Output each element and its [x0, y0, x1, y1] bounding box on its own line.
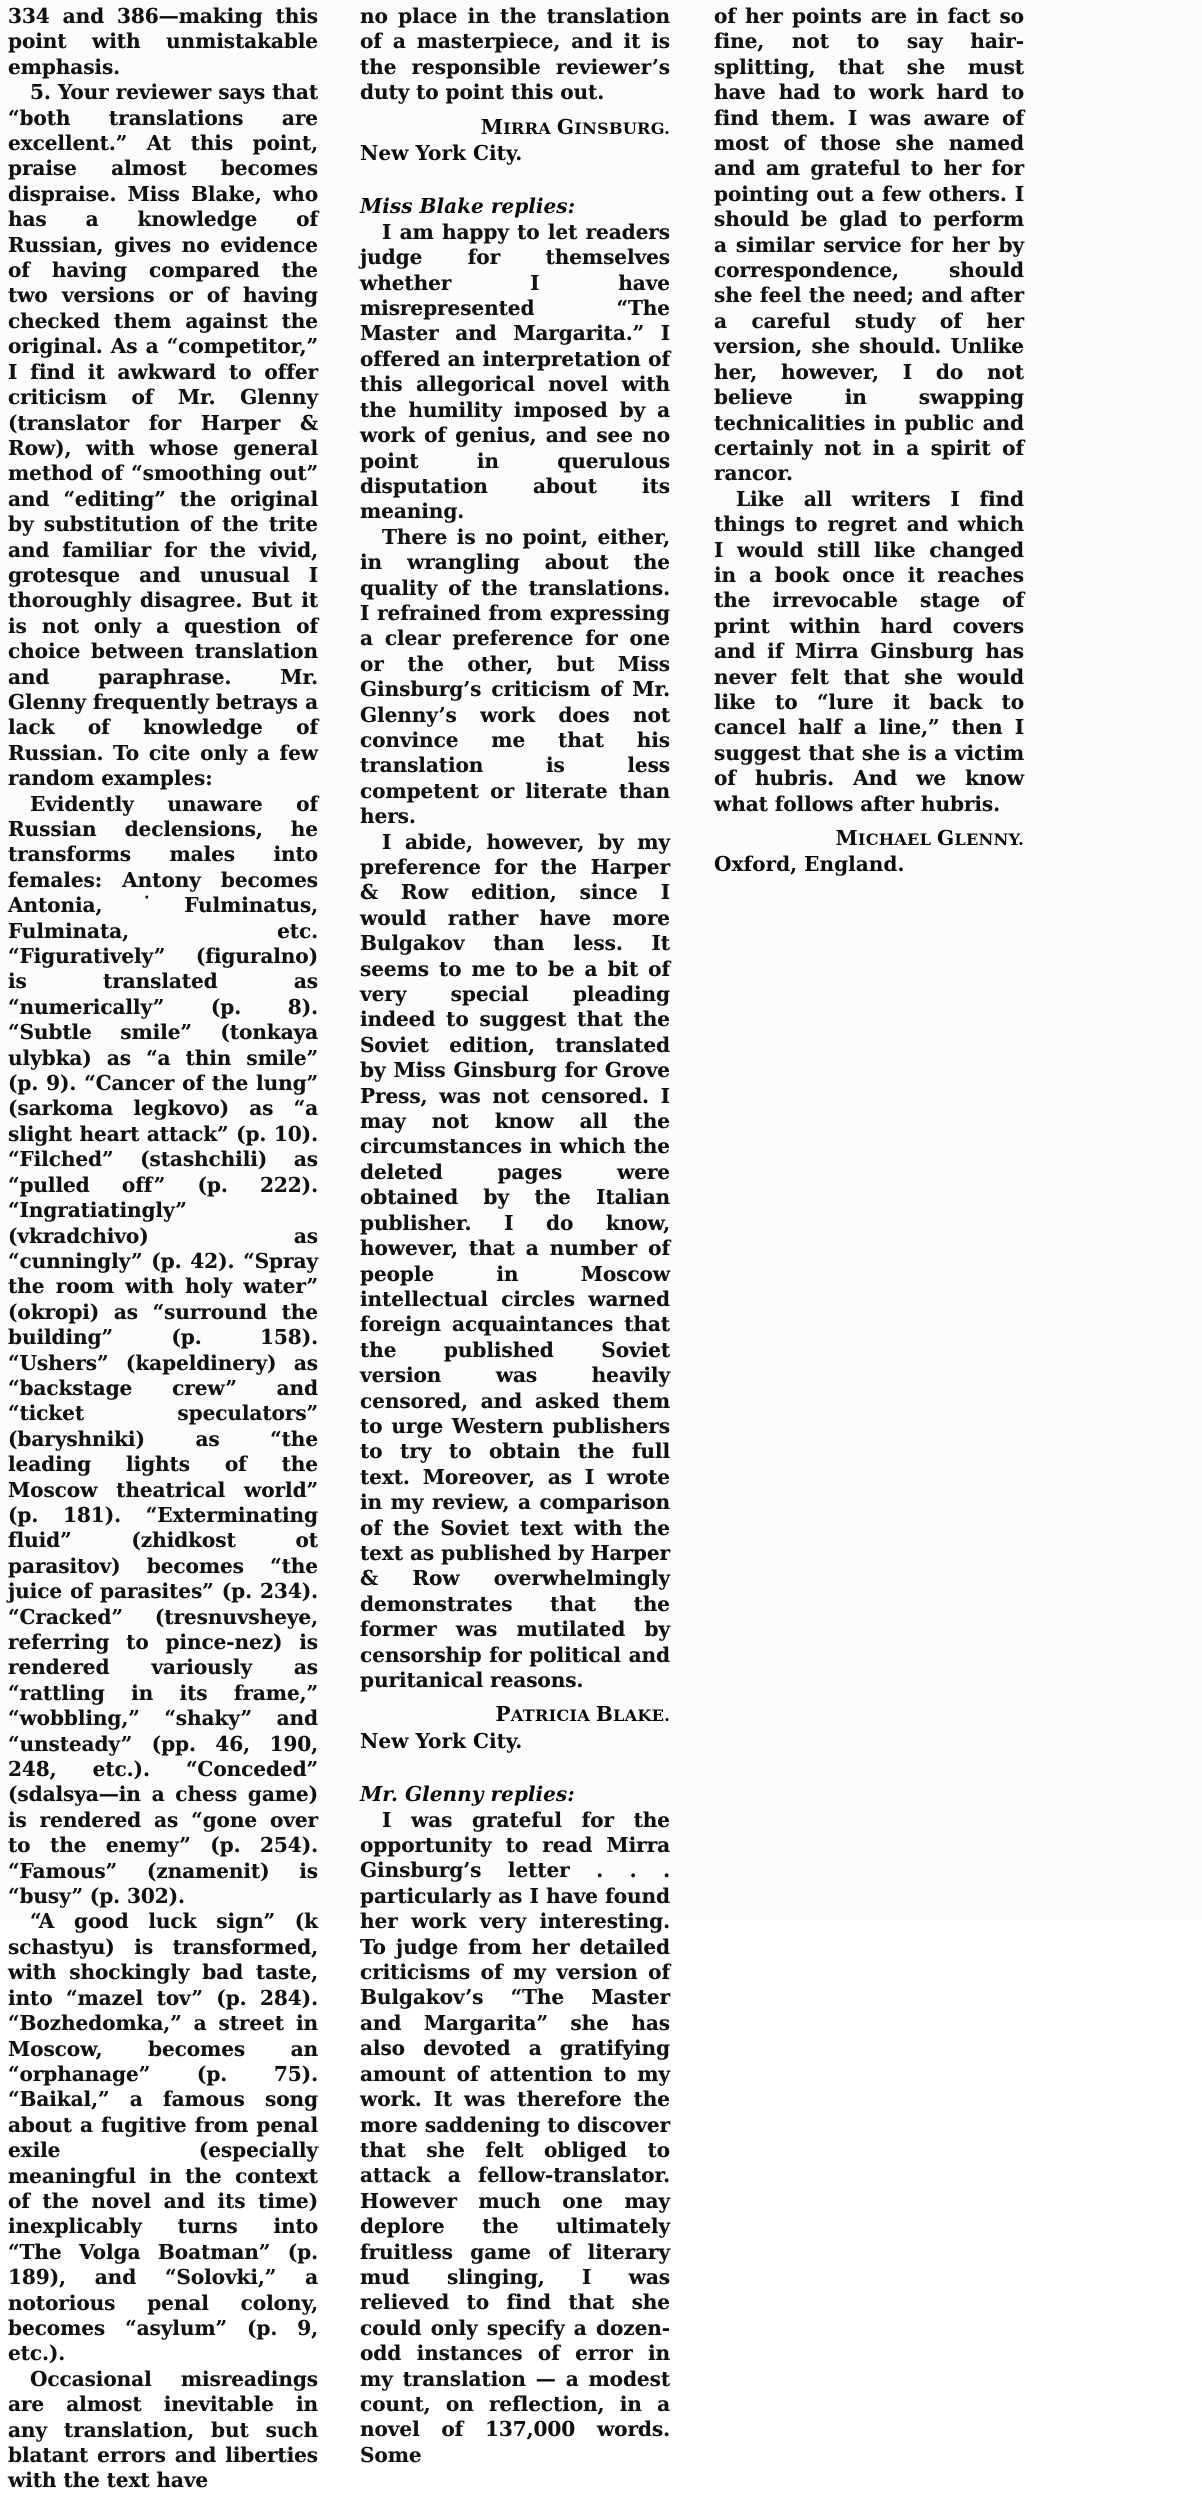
text-column-2	[360, 4, 670, 2467]
subhead-miss-blake-replies: Miss Blake replies:	[360, 194, 576, 219]
paragraph-continuation: 334 and 386—making this point with unmistakable emphasis.	[8, 4, 318, 79]
spacer	[714, 817, 1024, 826]
spacer	[360, 1754, 670, 1782]
signature-city-new-york: New York City.	[360, 141, 523, 166]
paragraph-occasional-misreadings: Occasional misreadings are almost inevitable in any translation, but such blatant errors and liberties with the text have	[8, 2366, 318, 2493]
paragraph-blake-1: I am happy to let readers judge for themselves whether I have misrepresented “The Master and Margarita.” I offered an interpretation of this allegorical novel with the humility imposed by a work of genius, and see no point in querulous disputation about its meaning.	[360, 219, 670, 524]
signature-mirra-ginsburg	[360, 115, 670, 141]
text-column-3	[714, 4, 1024, 1916]
text-column-1	[8, 4, 318, 2493]
subhead-mr-glenny-replies: Mr. Glenny replies:	[360, 1782, 575, 1807]
spacer	[360, 166, 670, 194]
paragraph-examples: Evidently unaware of Russian declensions, he transforms males into females: Antony becomes Antonia, ˙Fulminatus, Fulminata, etc. “Figuratively” (figuralno) is translated as “numerically” (p. 8). “Subtle smile” (tonkaya ulybka) as “a thin smile” (p. 9). “Cancer of the lung” (sarkoma legkovo) as “a slight heart attack” (p. 10). “Filched” (stashchili) as “pulled off” (p. 222). “Ingratiatingly” (vkradchivo) as “cunningly” (p. 42). “Spray the room with holy water” (okropi) as “surround the building” (p. 158). “Ushers” (kapeldinery) as “backstage crew” and “ticket speculators” (baryshniki) as “the leading lights of the Moscow theatrical world” (p. 181). “Exterminating fluid” (zhidkost ot parasitov) becomes “the juice of parasites” (p. 234). “Cracked” (tresnuvsheye, referring to pince-nez) is rendered variously as “rattling in its frame,” “wobbling,” “shaky” and “unsteady” (pp. 46, 190, 248, etc.). “Conceded” (sdalsya—in a chess game) is rendered as “gone over to the enemy” (p. 254). “Famous” (znamenit) is “busy” (p. 302).	[8, 791, 318, 1909]
paragraph-good-luck-sign: “A good luck sign” (k schastyu) is transformed, with shockingly bad taste, into “mazel tov” (p. 284). “Bozhedomka,” a street in Moscow, becomes an “orphanage” (p. 75). “Baikal,” a famous song about a fugitive from penal exile (especially meaningful in the context of the novel and its time) inexplicably turns into “The Volga Boatman” (p. 189), and “Solovki,” a notorious penal colony, becomes “asylum” (p. 9, etc.).	[8, 1909, 318, 2366]
signature-patricia-blake	[360, 1702, 670, 1728]
paragraph-blake-2: There is no point, either, in wrangling about the quality of the translations. I refrained from expressing a clear preference for one or the other, but Miss Ginsburg’s criticism of Mr. Glenny’s work does not convince me that his translation is less competent or literate than hers.	[360, 524, 670, 829]
paragraph-continuation: no place in the translation of a masterpiece, and it is the responsible reviewer’s duty to point this out.	[360, 4, 670, 105]
three-column-text-body	[8, 4, 1194, 2493]
paragraph-like-all-writers: Like all writers I find things to regret and which I would still like changed in a book once it reaches the irrevocable stage of print within hard covers and if Mirra Ginsburg has never felt that she would like to “lure it back to cancel half a line,” then I suggest that she is a victim of hubris. And we know what follows after hubris.	[714, 486, 1024, 816]
spacer	[360, 1693, 670, 1702]
signature-city-oxford: Oxford, England.	[714, 852, 905, 877]
paragraph-glenny-1: I was grateful for the opportunity to read Mirra Ginsburg’s letter . . . particularly as I have found her work very interesting. To judge from her detailed criticisms of my version of Bulgakov’s “The Master and Margarita” she has also devoted a gratifying amount of attention to my work. It was therefore the more saddening to discover that she felt obliged to attack a fellow-translator. However much one may deplore the ultimately fruitless game of literary mud slinging, I was relieved to find that she could only specify a dozen-odd instances of error in my translation — a modest count, on reflection, in a novel of 137,000 words. Some	[360, 1807, 670, 2467]
paragraph-item-5: 5. Your reviewer says that “both translations are excellent.” At this point, praise almost becomes dispraise. Miss Blake, who has a knowledge of Russian, gives no evidence of having compared the two versions or of having checked them against the original. As a “competitor,” I find it awkward to offer criticism of Mr. Glenny (translator for Harper & Row), with whose general method of “smoothing out” and “editing” the original by substitution of the trite and familiar for the vivid, grotesque and unusual I thoroughly disagree. But it is not only a question of choice between translation and paraphrase. Mr. Glenny frequently betrays a lack of knowledge of Russian. To cite only a few random examples:	[8, 80, 318, 791]
signature-michael-glenny	[714, 826, 1024, 852]
paragraph-continuation: of her points are in fact so fine, not to say hair-splitting, that she must have had to work hard to find them. I was aware of most of those she named and am grateful to her for pointing out a few others. I should be glad to perform a similar service for her by correspondence, should she feel the need; and after a careful study of her version, she should. Unlike her, however, I do not believe in swapping technicalities in public and certainly not in a spirit of rancor.	[714, 4, 1024, 486]
spacer	[360, 106, 670, 115]
signature-city-new-york: New York City.	[360, 1728, 523, 1753]
signature-name-text: PATRICIA BLAKE.	[495, 1702, 670, 1727]
paragraph-blake-3: I abide, however, by my preference for the Harper & Row edition, since I would rather have more Bulgakov than less. It seems to me to be a bit of very special pleading indeed to suggest that the Soviet edition, translated by Miss Ginsburg for Grove Press, was not censored. I may not know all the circumstances in which the deleted pages were obtained by the Italian publisher. I do know, however, that a number of people in Moscow intellectual circles warned foreign acquaintances that the published Soviet version was heavily censored, and asked them to urge Western publishers to try to obtain the full text. Moreover, as I wrote in my review, a comparison of the Soviet text with the text as published by Harper & Row overwhelmingly demonstrates that the former was mutilated by censorship for political and puritanical reasons.	[360, 829, 670, 1692]
signature-name-text: MIRRA GINSBURG.	[480, 114, 670, 139]
signature-name-text: MICHAEL GLENNY.	[835, 826, 1024, 850]
